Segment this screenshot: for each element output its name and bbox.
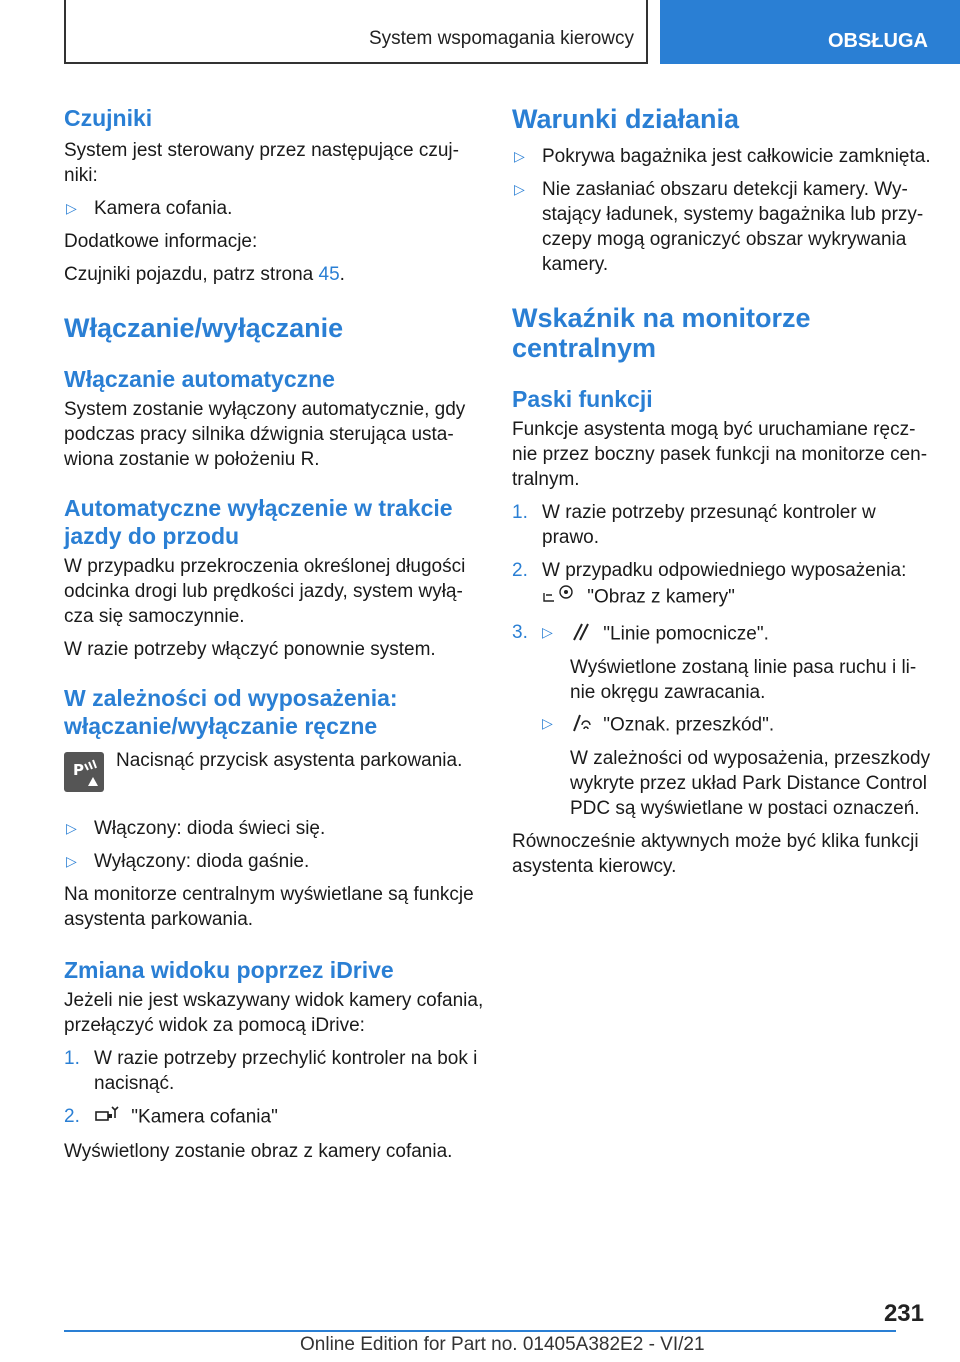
- step-text: W razie potrzeby przechylić kontroler na bok i nacisnąć.: [94, 1048, 478, 1094]
- step-item: [512, 500, 932, 550]
- step-number: 1.: [64, 1048, 80, 1069]
- step-number: 2.: [512, 560, 528, 581]
- footer-edition: Online Edition for Part no. 01405A382E2 - VI/21: [300, 1334, 705, 1355]
- step-sub-row: [542, 583, 932, 612]
- step-sub-text: "Obraz z kamery": [587, 586, 735, 608]
- step-text: W razie potrzeby przesunąć kontroler w prawo.: [542, 502, 876, 548]
- step-item: [64, 1104, 484, 1131]
- park-assist-row: [64, 748, 484, 792]
- manual-text: Nacisnąć przycisk asystenta parkowania.: [116, 750, 463, 771]
- wl-heading: Włączanie/wyłączanie: [64, 313, 344, 343]
- header-section-tab[interactable]: OBSŁUGA: [660, 0, 960, 64]
- obstacle-marking-icon: [570, 711, 592, 740]
- rear-camera-icon: [94, 1104, 120, 1131]
- czujniki-heading: Czujniki: [64, 105, 153, 131]
- list-item-text: Pokrywa bagażnika jest całkowicie zamknięta.: [542, 146, 931, 167]
- step-item: [512, 558, 932, 612]
- manual-after: Na monitorze centralnym wyświetlane są funkcje asystenta parkowania.: [64, 884, 474, 930]
- paski-text: Funkcje asystenta mogą być uruchamiane ręcz-nie przez boczny pasek funkcji na monitorze cen-tralnym.: [512, 419, 928, 490]
- triangle-bullet-icon: ▷: [514, 148, 525, 164]
- header-frame: [64, 0, 648, 64]
- idrive-heading: Zmiana widoku poprzez iDrive: [64, 957, 394, 983]
- page-number: 231: [883, 1300, 924, 1327]
- right-column: [512, 100, 932, 887]
- park-assist-button-icon: [64, 752, 104, 792]
- camera-view-icon: [542, 583, 576, 612]
- wskaznik-heading: Wskaźnik na monitorze centralnym: [512, 303, 811, 363]
- page-link[interactable]: 45: [318, 264, 340, 285]
- triangle-bullet-icon: ▷: [66, 200, 77, 216]
- triangle-bullet-icon: ▷: [542, 715, 553, 731]
- sub-list-item: [542, 711, 932, 821]
- auto-off-heading: Automatyczne wyłączenie w trakcie jazdy do przodu: [64, 495, 453, 549]
- sub-list-item: [542, 620, 932, 705]
- step-number: 2.: [64, 1106, 80, 1127]
- guide-lines-icon: [570, 620, 592, 649]
- footer-divider: [64, 1330, 896, 1332]
- triangle-bullet-icon: ▷: [514, 181, 525, 197]
- step-text: "Kamera cofania": [131, 1106, 278, 1128]
- triangle-bullet-icon: ▷: [66, 820, 77, 836]
- wl-auto-text: System zostanie wyłączony automatycznie, gdy podczas pracy silnika dźwignia sterująca usta-wiona zostanie w położeniu R.: [64, 399, 466, 470]
- step-number: 1.: [512, 502, 528, 523]
- reference-text: Czujniki pojazdu, patrz strona: [64, 264, 319, 285]
- header-title: System wspomagania kierowcy: [368, 28, 634, 49]
- czujniki-text: System jest sterowany przez następujące czuj-niki:: [64, 140, 459, 186]
- paski-heading: Paski funkcji: [512, 386, 653, 412]
- step-number: 3.: [512, 622, 528, 643]
- list-item: [512, 177, 932, 277]
- list-item-text: Kamera cofania.: [94, 198, 233, 219]
- triangle-bullet-icon: ▷: [542, 624, 553, 640]
- wl-auto-heading: Włączanie automatyczne: [64, 366, 335, 392]
- sub-item-label: "Oznak. przeszkód".: [603, 714, 775, 736]
- manual-heading: W zależności od wyposażenia: włączanie/wyłączanie ręczne: [64, 685, 398, 739]
- auto-off-text2: W razie potrzeby włączyć ponownie system.: [64, 639, 436, 660]
- list-item: [512, 144, 932, 169]
- list-item: [64, 196, 484, 221]
- reference-dot: .: [339, 264, 345, 285]
- sub-item-label: "Linie pomocnicze".: [603, 623, 769, 645]
- sub-item-text: Wyświetlone zostaną linie pasa ruchu i li-nie okręgu zawracania.: [570, 657, 917, 703]
- list-item-text: Wyłączony: dioda gaśnie.: [94, 851, 310, 872]
- auto-off-text: W przypadku przekroczenia określonej długości odcinka drogi lub prędkości jazdy, system wyłą-cza się samoczynnie.: [64, 556, 466, 627]
- svg-text:P: P: [73, 761, 84, 779]
- list-item-text: Włączony: dioda świeci się.: [94, 818, 326, 839]
- step-item: [512, 620, 932, 821]
- step-text: W przypadku odpowiedniego wyposażenia:: [542, 560, 907, 581]
- idrive-text: Jeżeli nie jest wskazywany widok kamery cofania, przełączyć widok za pomocą iDrive:: [64, 990, 484, 1036]
- reference-line: [64, 262, 484, 287]
- list-item-text: Nie zasłaniać obszaru detekcji kamery. Wy-stający ładunek, systemy bagażnika lub przy-czepy mogą ograniczyć obszar wykrywania kamery.: [542, 179, 924, 275]
- triangle-bullet-icon: ▷: [66, 853, 77, 869]
- list-item: [64, 849, 484, 874]
- dodatkowe-label: Dodatkowe informacje:: [64, 231, 258, 252]
- warunki-heading: Warunki działania: [512, 104, 740, 134]
- final-text: Równocześnie aktywnych może być klika funkcji asystenta kierowcy.: [512, 831, 919, 877]
- list-item: [64, 816, 484, 841]
- left-column: [64, 100, 484, 1172]
- step-item: [64, 1046, 484, 1096]
- idrive-after: Wyświetlony zostanie obraz z kamery cofania.: [64, 1141, 453, 1162]
- sub-item-text: W zależności od wyposażenia, przeszkody wykryte przez układ Park Distance Control PDC są wyświetlane w postaci oznaczeń.: [570, 748, 931, 819]
